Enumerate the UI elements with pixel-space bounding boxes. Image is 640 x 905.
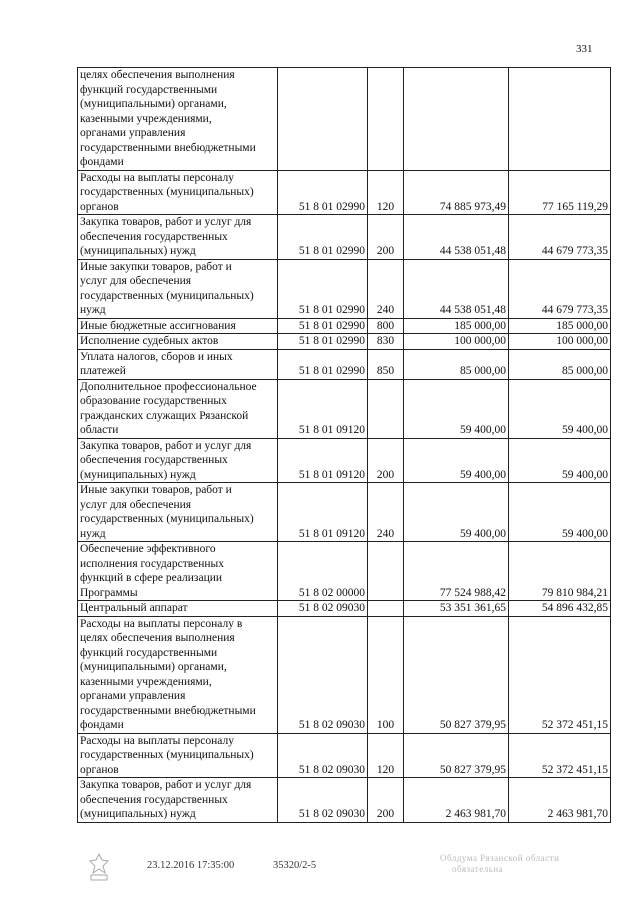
row-sum-2018: 52 372 451,15 (509, 616, 611, 733)
row-sum-2018: 59 400,00 (509, 483, 611, 542)
row-sum-2018: 77 165 119,29 (509, 170, 611, 215)
row-name: целях обеспечения выполнения функций государственными (муниципальными) органами, казенными учреждениями, органами управления государственными внебюджетными фондами (78, 68, 278, 171)
row-name: Уплата налогов, сборов и иных платежей (78, 349, 278, 379)
row-code: 51 8 01 02990 (278, 259, 368, 318)
row-code: 51 8 02 09030 (278, 778, 368, 823)
row-expense-type: 120 (368, 170, 404, 215)
table-row (78, 438, 611, 483)
registration-stamp (440, 853, 559, 875)
row-sum-2017 (404, 68, 509, 171)
table-row (78, 733, 611, 778)
row-name: Иные закупки товаров, работ и услуг для обеспечения государственных (муниципальных) нужд (78, 483, 278, 542)
row-code (278, 68, 368, 171)
row-name: Исполнение судебных актов (78, 334, 278, 350)
row-expense-type: 200 (368, 778, 404, 823)
row-name: Обеспечение эффективного исполнения государственных функций в сфере реализации Программы (78, 542, 278, 601)
budget-table (77, 67, 611, 823)
row-sum-2018: 2 463 981,70 (509, 778, 611, 823)
table-row (78, 349, 611, 379)
row-code: 51 8 01 02990 (278, 170, 368, 215)
table-row (78, 68, 611, 171)
row-expense-type (368, 379, 404, 438)
row-sum-2017: 85 000,00 (404, 349, 509, 379)
row-name: Иные закупки товаров, работ и услуг для обеспечения государственных (муниципальных) нужд (78, 259, 278, 318)
table-row (78, 778, 611, 823)
row-code: 51 8 01 09120 (278, 483, 368, 542)
row-code: 51 8 02 00000 (278, 542, 368, 601)
row-code: 51 8 02 09030 (278, 601, 368, 617)
row-expense-type (368, 68, 404, 171)
row-name: Расходы на выплаты персоналу государственных (муниципальных) органов (78, 733, 278, 778)
row-code: 51 8 01 02990 (278, 349, 368, 379)
row-sum-2017: 2 463 981,70 (404, 778, 509, 823)
row-sum-2017: 74 885 973,49 (404, 170, 509, 215)
row-code: 51 8 01 09120 (278, 438, 368, 483)
row-name: Расходы на выплаты персоналу в целях обеспечения выполнения функций государственными (муниципальными) органами, казенными учреждениями, органами управления государственными внебюджетными фондами (78, 616, 278, 733)
row-expense-type: 800 (368, 318, 404, 334)
row-sum-2018: 79 810 984,21 (509, 542, 611, 601)
row-expense-type: 120 (368, 733, 404, 778)
row-sum-2018: 185 000,00 (509, 318, 611, 334)
table-row (78, 483, 611, 542)
row-expense-type: 200 (368, 215, 404, 260)
table-row (78, 601, 611, 617)
stamp-line-1: Облдума Рязанской области (440, 853, 560, 863)
row-code: 51 8 01 09120 (278, 379, 368, 438)
table-row (78, 170, 611, 215)
table-row (78, 379, 611, 438)
row-code: 51 8 01 02990 (278, 215, 368, 260)
row-sum-2018: 59 400,00 (509, 379, 611, 438)
row-sum-2018 (509, 68, 611, 171)
row-code: 51 8 02 09030 (278, 733, 368, 778)
row-expense-type: 850 (368, 349, 404, 379)
row-expense-type: 200 (368, 438, 404, 483)
row-sum-2018: 44 679 773,35 (509, 215, 611, 260)
row-sum-2017: 59 400,00 (404, 483, 509, 542)
seal-icon (86, 852, 112, 882)
row-sum-2017: 59 400,00 (404, 379, 509, 438)
table-row (78, 215, 611, 260)
stamp-line-2: обязательна (452, 864, 504, 874)
row-sum-2017: 100 000,00 (404, 334, 509, 350)
row-expense-type: 100 (368, 616, 404, 733)
row-expense-type (368, 601, 404, 617)
row-sum-2018: 85 000,00 (509, 349, 611, 379)
row-sum-2017: 53 351 361,65 (404, 601, 509, 617)
row-sum-2017: 50 827 379,95 (404, 733, 509, 778)
row-sum-2018: 100 000,00 (509, 334, 611, 350)
row-sum-2018: 54 896 432,85 (509, 601, 611, 617)
row-expense-type (368, 542, 404, 601)
row-sum-2017: 59 400,00 (404, 438, 509, 483)
row-expense-type: 240 (368, 259, 404, 318)
footer-date: 23.12.2016 17:35:00 (147, 860, 235, 871)
row-code: 51 8 01 02990 (278, 318, 368, 334)
row-sum-2018: 44 679 773,35 (509, 259, 611, 318)
row-sum-2017: 185 000,00 (404, 318, 509, 334)
table-row (78, 259, 611, 318)
row-sum-2017: 44 538 051,48 (404, 215, 509, 260)
table-row (78, 334, 611, 350)
row-code: 51 8 02 09030 (278, 616, 368, 733)
row-expense-type: 240 (368, 483, 404, 542)
row-name: Закупка товаров, работ и услуг для обеспечения государственных (муниципальных) нужд (78, 215, 278, 260)
row-name: Закупка товаров, работ и услуг для обеспечения государственных (муниципальных) нужд (78, 778, 278, 823)
row-code: 51 8 01 02990 (278, 334, 368, 350)
row-name: Центральный аппарат (78, 601, 278, 617)
row-sum-2018: 59 400,00 (509, 438, 611, 483)
row-sum-2017: 44 538 051,48 (404, 259, 509, 318)
table-row (78, 616, 611, 733)
row-name: Дополнительное профессиональное образование государственных гражданских служащих Рязанской области (78, 379, 278, 438)
page-number: 331 (576, 43, 593, 55)
row-sum-2017: 77 524 988,42 (404, 542, 509, 601)
row-expense-type: 830 (368, 334, 404, 350)
row-sum-2017: 50 827 379,95 (404, 616, 509, 733)
table-row (78, 542, 611, 601)
row-name: Закупка товаров, работ и услуг для обеспечения государственных (муниципальных) нужд (78, 438, 278, 483)
row-sum-2018: 52 372 451,15 (509, 733, 611, 778)
row-name: Расходы на выплаты персоналу государственных (муниципальных) органов (78, 170, 278, 215)
table-row (78, 318, 611, 334)
footer-doc-id: 35320/2-5 (273, 860, 317, 871)
row-name: Иные бюджетные ассигнования (78, 318, 278, 334)
